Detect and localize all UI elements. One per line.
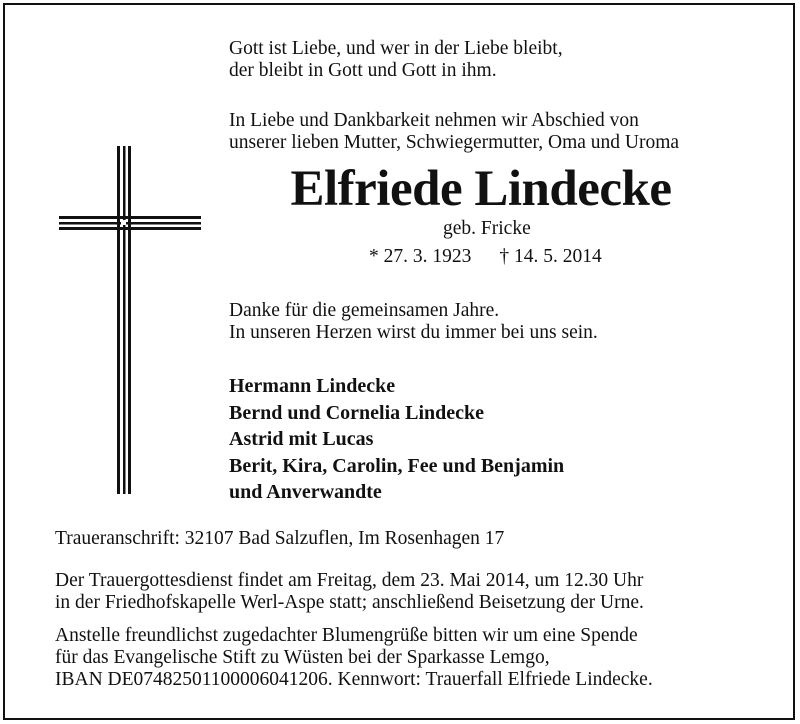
service-line: Der Trauergottesdienst findet am Freitag, dem 23. Mai 2014, um 12.30 Uhr bbox=[55, 570, 644, 591]
donation-line: Anstelle freundlichst zugedachter Blumengrüße bitten wir um eine Spende bbox=[55, 625, 638, 646]
intro-text bbox=[229, 110, 679, 154]
birth-date: * 27. 3. 1923 bbox=[369, 246, 472, 267]
motto-line: der bleibt in Gott und Gott in ihm. bbox=[229, 60, 497, 81]
deceased-name: Elfriede Lindecke bbox=[290, 161, 672, 217]
thanks-text bbox=[229, 300, 598, 344]
thanks-line: Danke für die gemeinsamen Jahre. bbox=[229, 300, 500, 321]
intro-line: In Liebe und Dankbarkeit nehmen wir Abschied von bbox=[229, 110, 639, 131]
service-info bbox=[55, 570, 644, 614]
mourner: Bernd und Cornelia Lindecke bbox=[229, 401, 485, 424]
birth-name: geb. Fricke bbox=[443, 218, 531, 239]
donation-info bbox=[55, 625, 653, 691]
life-dates bbox=[369, 246, 602, 268]
mourner: und Anverwandte bbox=[229, 481, 382, 503]
thanks-line: In unseren Herzen wirst du immer bei uns sein. bbox=[229, 322, 598, 343]
donation-line: IBAN DE07482501100006041206. Kennwort: Trauerfall Elfriede Lindecke. bbox=[55, 669, 653, 690]
mourners-list bbox=[229, 373, 564, 506]
motto-verse bbox=[229, 38, 563, 82]
death-date: † 14. 5. 2014 bbox=[499, 246, 602, 267]
service-line: in der Friedhofskapelle Werl-Aspe statt; anschließend Beisetzung der Urne. bbox=[55, 592, 644, 613]
donation-line: für das Evangelische Stift zu Wüsten bei der Sparkasse Lemgo, bbox=[55, 647, 550, 668]
mourner: Astrid mit Lucas bbox=[229, 428, 374, 450]
deceased-name-row bbox=[0, 160, 800, 218]
motto-line: Gott ist Liebe, und wer in der Liebe bleibt, bbox=[229, 38, 563, 59]
mourner: Hermann Lindecke bbox=[229, 375, 396, 397]
mourner: Berit, Kira, Carolin, Fee und Benjamin bbox=[229, 454, 565, 477]
intro-line: unserer lieben Mutter, Schwiegermutter, Oma und Uroma bbox=[229, 132, 680, 153]
mourning-address: Traueranschrift: 32107 Bad Salzuflen, Im Rosenhagen 17 bbox=[55, 528, 505, 549]
